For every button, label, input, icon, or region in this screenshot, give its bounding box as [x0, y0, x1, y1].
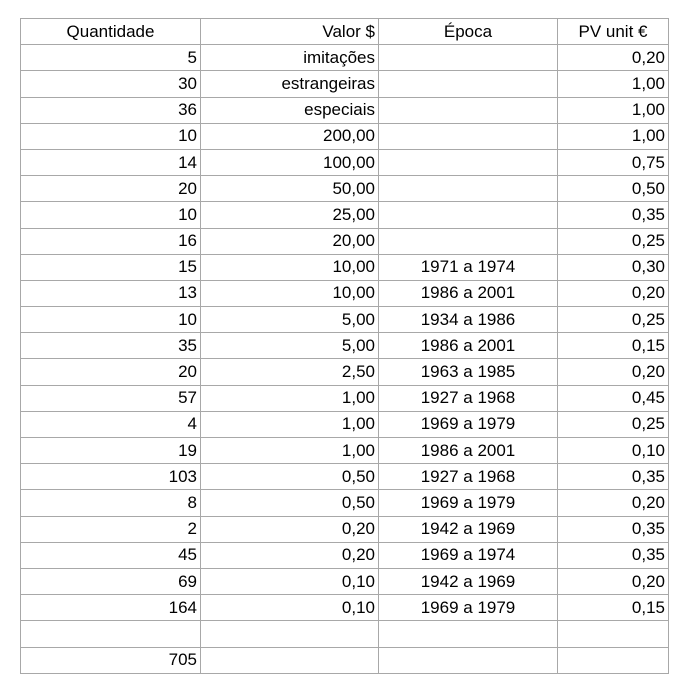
- cell-epoca[interactable]: 1969 a 1979: [379, 490, 558, 516]
- cell-pv-unit[interactable]: 0,20: [558, 490, 669, 516]
- cell-epoca[interactable]: 1934 a 1986: [379, 307, 558, 333]
- table-row: [21, 647, 669, 673]
- cell-valor[interactable]: 200,00: [201, 123, 379, 149]
- header-epoca[interactable]: Época: [379, 19, 558, 45]
- cell-valor[interactable]: 10,00: [201, 254, 379, 280]
- cell-epoca[interactable]: [379, 123, 558, 149]
- cell-valor[interactable]: 100,00: [201, 149, 379, 175]
- cell-quantidade[interactable]: 16: [21, 228, 201, 254]
- table-row: [21, 71, 669, 97]
- cell-quantidade[interactable]: 10: [21, 307, 201, 333]
- cell-quantidade[interactable]: 13: [21, 280, 201, 306]
- header-row: [21, 19, 669, 45]
- cell-pv-unit[interactable]: 0,25: [558, 228, 669, 254]
- cell-quantidade[interactable]: 30: [21, 71, 201, 97]
- table-row: [21, 621, 669, 647]
- cell-valor[interactable]: 0,50: [201, 490, 379, 516]
- cell-valor[interactable]: estrangeiras: [201, 71, 379, 97]
- table-row: [21, 123, 669, 149]
- cell-quantidade[interactable]: 35: [21, 333, 201, 359]
- table-body: [21, 45, 669, 674]
- cell-valor[interactable]: 25,00: [201, 202, 379, 228]
- table-row: [21, 228, 669, 254]
- header-valor[interactable]: Valor $: [201, 19, 379, 45]
- cell-epoca[interactable]: 1927 a 1968: [379, 464, 558, 490]
- cell-quantidade[interactable]: 164: [21, 595, 201, 621]
- table-row: [21, 411, 669, 437]
- cell-pv-unit[interactable]: 0,20: [558, 280, 669, 306]
- cell-epoca[interactable]: 1927 a 1968: [379, 385, 558, 411]
- cell-valor[interactable]: especiais: [201, 97, 379, 123]
- cell-valor[interactable]: 0,10: [201, 595, 379, 621]
- cell-valor[interactable]: 0,50: [201, 464, 379, 490]
- table-row: [21, 97, 669, 123]
- cell-quantidade[interactable]: 19: [21, 438, 201, 464]
- header-pv-unit[interactable]: PV unit €: [558, 19, 669, 45]
- cell-pv-unit[interactable]: 0,30: [558, 254, 669, 280]
- cell-epoca[interactable]: [379, 647, 558, 673]
- cell-epoca[interactable]: 1969 a 1979: [379, 595, 558, 621]
- cell-pv-unit[interactable]: 1,00: [558, 97, 669, 123]
- cell-valor[interactable]: 1,00: [201, 385, 379, 411]
- cell-quantidade[interactable]: 20: [21, 359, 201, 385]
- cell-pv-unit[interactable]: 0,25: [558, 411, 669, 437]
- cell-pv-unit[interactable]: 0,35: [558, 464, 669, 490]
- cell-valor[interactable]: 1,00: [201, 438, 379, 464]
- cell-pv-unit[interactable]: [558, 647, 669, 673]
- cell-valor[interactable]: 20,00: [201, 228, 379, 254]
- cell-valor[interactable]: imitações: [201, 45, 379, 71]
- cell-pv-unit[interactable]: 0,35: [558, 202, 669, 228]
- cell-valor[interactable]: 50,00: [201, 176, 379, 202]
- cell-quantidade[interactable]: 103: [21, 464, 201, 490]
- cell-epoca[interactable]: 1986 a 2001: [379, 438, 558, 464]
- cell-pv-unit[interactable]: 0,20: [558, 568, 669, 594]
- cell-epoca[interactable]: 1971 a 1974: [379, 254, 558, 280]
- cell-pv-unit[interactable]: 0,35: [558, 516, 669, 542]
- table-row: [21, 385, 669, 411]
- cell-epoca[interactable]: [379, 228, 558, 254]
- cell-epoca[interactable]: 1969 a 1974: [379, 542, 558, 568]
- cell-epoca[interactable]: [379, 97, 558, 123]
- cell-valor[interactable]: 0,10: [201, 568, 379, 594]
- cell-quantidade[interactable]: 36: [21, 97, 201, 123]
- cell-quantidade[interactable]: [21, 621, 201, 647]
- cell-epoca[interactable]: [379, 71, 558, 97]
- table-row: [21, 307, 669, 333]
- cell-epoca[interactable]: 1969 a 1979: [379, 411, 558, 437]
- table-row: [21, 254, 669, 280]
- table-row: [21, 149, 669, 175]
- table-row: [21, 45, 669, 71]
- cell-valor[interactable]: 0,20: [201, 516, 379, 542]
- spreadsheet-table: [20, 18, 669, 674]
- cell-pv-unit[interactable]: 1,00: [558, 71, 669, 97]
- cell-valor[interactable]: 2,50: [201, 359, 379, 385]
- cell-epoca[interactable]: [379, 45, 558, 71]
- table-row: [21, 202, 669, 228]
- cell-valor[interactable]: 5,00: [201, 307, 379, 333]
- cell-valor[interactable]: 1,00: [201, 411, 379, 437]
- cell-valor[interactable]: 10,00: [201, 280, 379, 306]
- cell-epoca[interactable]: [379, 149, 558, 175]
- cell-quantidade[interactable]: 4: [21, 411, 201, 437]
- cell-epoca[interactable]: 1963 a 1985: [379, 359, 558, 385]
- cell-quantidade[interactable]: 10: [21, 202, 201, 228]
- cell-quantidade[interactable]: 20: [21, 176, 201, 202]
- cell-pv-unit[interactable]: 0,20: [558, 359, 669, 385]
- cell-epoca[interactable]: [379, 176, 558, 202]
- table-row: [21, 359, 669, 385]
- cell-valor[interactable]: 0,20: [201, 542, 379, 568]
- table-row: [21, 176, 669, 202]
- cell-epoca[interactable]: 1942 a 1969: [379, 516, 558, 542]
- cell-quantidade[interactable]: 69: [21, 568, 201, 594]
- table-row: [21, 568, 669, 594]
- cell-pv-unit[interactable]: 1,00: [558, 123, 669, 149]
- cell-pv-unit[interactable]: 0,15: [558, 333, 669, 359]
- cell-quantidade[interactable]: 705: [21, 647, 201, 673]
- cell-pv-unit[interactable]: 0,15: [558, 595, 669, 621]
- table-row: [21, 464, 669, 490]
- cell-epoca[interactable]: 1986 a 2001: [379, 333, 558, 359]
- cell-pv-unit[interactable]: 0,10: [558, 438, 669, 464]
- cell-quantidade[interactable]: 57: [21, 385, 201, 411]
- cell-quantidade[interactable]: 5: [21, 45, 201, 71]
- cell-quantidade[interactable]: 10: [21, 123, 201, 149]
- table-row: [21, 490, 669, 516]
- cell-epoca[interactable]: [379, 621, 558, 647]
- cell-quantidade[interactable]: 2: [21, 516, 201, 542]
- cell-pv-unit[interactable]: 0,45: [558, 385, 669, 411]
- cell-epoca[interactable]: 1942 a 1969: [379, 568, 558, 594]
- table-row: [21, 333, 669, 359]
- cell-quantidade[interactable]: 45: [21, 542, 201, 568]
- cell-pv-unit[interactable]: 0,20: [558, 45, 669, 71]
- cell-valor[interactable]: 5,00: [201, 333, 379, 359]
- cell-pv-unit[interactable]: 0,35: [558, 542, 669, 568]
- table-row: [21, 516, 669, 542]
- table-row: [21, 542, 669, 568]
- cell-epoca[interactable]: [379, 202, 558, 228]
- cell-pv-unit[interactable]: 0,50: [558, 176, 669, 202]
- table-row: [21, 280, 669, 306]
- cell-pv-unit[interactable]: 0,75: [558, 149, 669, 175]
- cell-epoca[interactable]: 1986 a 2001: [379, 280, 558, 306]
- cell-valor[interactable]: [201, 621, 379, 647]
- cell-valor[interactable]: [201, 647, 379, 673]
- cell-quantidade[interactable]: 8: [21, 490, 201, 516]
- cell-quantidade[interactable]: 14: [21, 149, 201, 175]
- table-row: [21, 595, 669, 621]
- header-quantidade[interactable]: Quantidade: [21, 19, 201, 45]
- table-row: [21, 438, 669, 464]
- cell-quantidade[interactable]: 15: [21, 254, 201, 280]
- cell-pv-unit[interactable]: [558, 621, 669, 647]
- cell-pv-unit[interactable]: 0,25: [558, 307, 669, 333]
